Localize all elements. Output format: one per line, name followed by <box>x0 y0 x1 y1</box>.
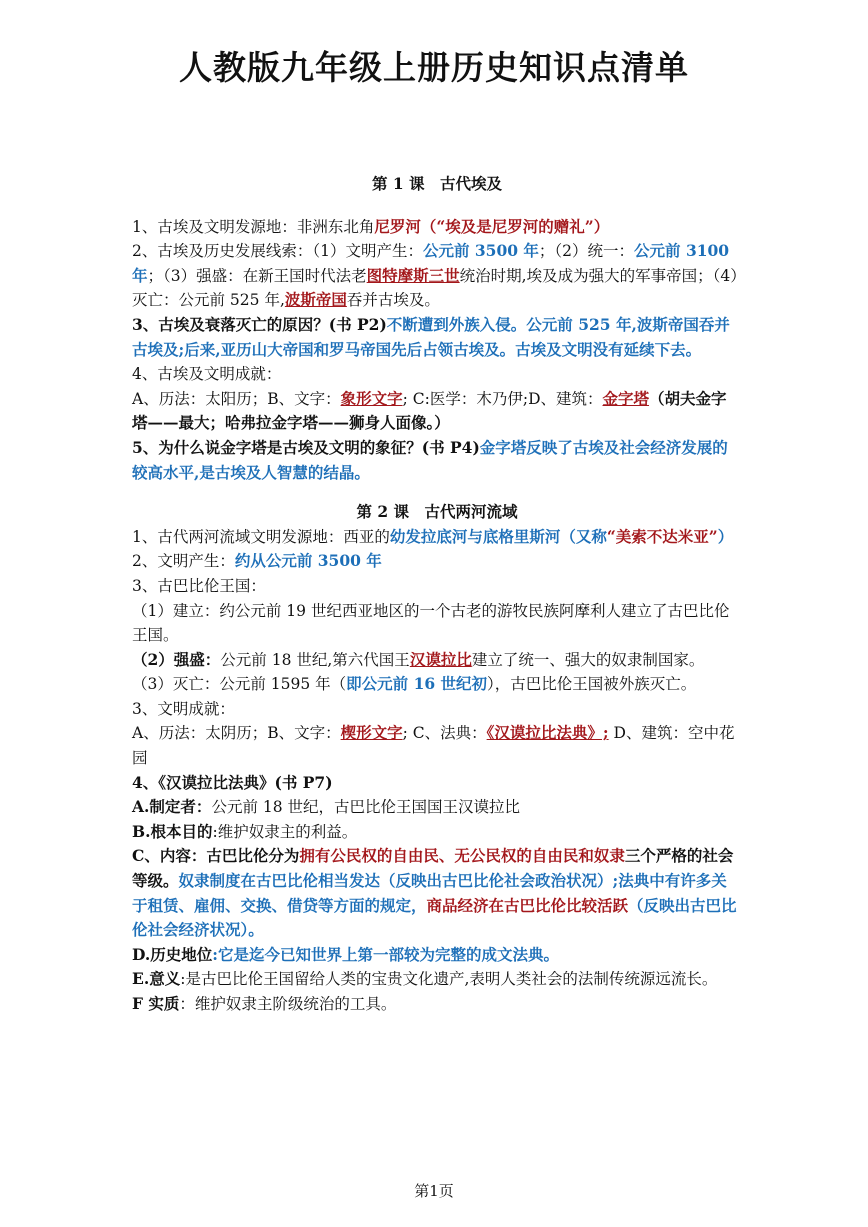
lesson-2-achievements: 3、文明成就： <box>132 699 235 718</box>
lesson-1-item-2: 2、古埃及历史发展线索：（1）文明产生：公元前 3500 年；（2）统一：公元前 3100 年；（3）强盛：在新王国时代法老图特摩斯三世统治时期,埃及成为强大的军事帝国；（4）灭亡：公元前 525 年,波斯帝国吞并古埃及。 <box>132 241 738 310</box>
lesson-1-heading: 第 1 课 古代埃及 <box>371 174 503 193</box>
code-purpose: B.根本目的:维护奴隶主的利益。 <box>132 821 358 841</box>
code-essence: F 实质：维护奴隶主阶级统治的工具。 <box>132 994 397 1013</box>
page-number: 第1页 <box>414 1182 454 1200</box>
page-title: 人教版九年级上册历史知识点清单 <box>179 48 689 87</box>
lesson-1-item-4: 4、古埃及文明成就： <box>132 365 282 384</box>
code-content: C、内容：古巴比伦分为拥有公民权的自由民、无公民权的自由民和奴隶三个严格的社会等级。奴隶制度在古巴比伦相当发达（反映出古巴比伦社会政治状况）;法典中有许多关于租赁、雇佣、交换、借贷等方面的规定，商品经济在古巴比伦比较活跃（反映出古巴比伦社会经济状况）。 <box>132 846 737 940</box>
lesson-1-item-5: 5、为什么说金字塔是古埃及文明的象征？(书 P4)金字塔反映了古埃及社会经济发展的较高水平,是古埃及人智慧的结晶。 <box>132 437 728 482</box>
lesson-2-item-1: 1、古代两河流域文明发源地：西亚的幼发拉底河与底格里斯河（又称“美索不达米亚”） <box>132 526 734 546</box>
lesson-1-item-4-detail: A、历法：太阳历；B、文字：象形文字; C:医学：木乃伊;D、建筑：金字塔（胡夫金字塔——最大；哈弗拉金字塔——狮身人面像。） <box>132 388 727 433</box>
lesson-2-item-3: 3、古巴比伦王国： <box>132 576 266 595</box>
code-status: D.历史地位:它是迄今已知世界上第一部较为完整的成文法典。 <box>132 944 560 964</box>
lesson-1-item-3: 3、古埃及衰落灭亡的原因？(书 P2)不断遭到外族入侵。公元前 525 年,波斯帝国吞并古埃及;后来,亚历山大帝国和罗马帝国先后占领古埃及。古埃及文明没有延续下去。 <box>132 314 730 359</box>
lesson-2-item-3-1: （1）建立：约公元前 19 世纪西亚地区的一个古老的游牧民族阿摩利人建立了古巴比伦王国。 <box>132 601 730 645</box>
lesson-2-achievements-detail: A、历法：太阴历；B、文字：楔形文字; C、法典：《汉谟拉比法典》; D、建筑：空中花园 <box>132 723 735 768</box>
document-body <box>132 172 742 1017</box>
lesson-2-item-4: 4、《汉谟拉比法典》(书 P7) <box>132 772 333 792</box>
lesson-1-item-1: 1、古埃及文明发源地：非洲东北角尼罗河（“埃及是尼罗河的赠礼”） <box>132 216 610 236</box>
lesson-2-item-3-3: （3）灭亡：公元前 1595 年（即公元前 16 世纪初），古巴比伦王国被外族灭亡。 <box>132 674 697 694</box>
lesson-2-item-2: 2、文明产生：约从公元前 3500 年 <box>132 551 382 571</box>
lesson-2-heading: 第 2 课 古代两河流域 <box>356 502 518 522</box>
code-significance: E.意义:是古巴比伦王国留给人类的宝贵文化遗产,表明人类社会的法制传统源远流长。 <box>132 969 718 989</box>
code-author: A.制定者：公元前 18 世纪，古巴比伦王国国王汉谟拉比 <box>132 797 521 817</box>
lesson-2-item-3-2: （2）强盛：公元前 18 世纪,第六代国王汉谟拉比建立了统一、强大的奴隶制国家。 <box>132 649 705 669</box>
